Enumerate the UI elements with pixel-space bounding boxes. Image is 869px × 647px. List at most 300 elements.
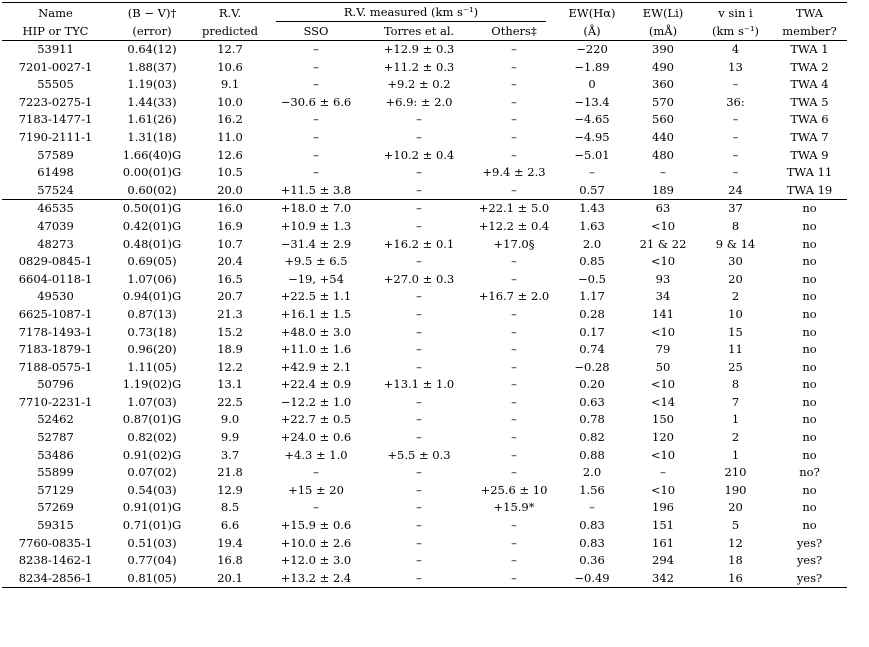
table-row — [2, 394, 847, 412]
table-cell: <10 — [650, 218, 676, 233]
table-cell: +17.0§ — [493, 236, 535, 251]
table-cell: 2.0 — [582, 236, 602, 251]
table-cell: – — [511, 147, 517, 162]
table-cell: 55899 — [37, 465, 74, 480]
table-cell: 12 — [728, 535, 743, 550]
col-vsini-unit: (km s⁻¹) — [711, 24, 760, 38]
table-cell: +27.0 ± 0.3 — [383, 271, 455, 286]
table-cell: – — [511, 430, 517, 445]
table-cell: – — [732, 77, 739, 92]
table-cell: +9.4 ± 2.3 — [482, 165, 546, 180]
table-cell: – — [732, 147, 739, 162]
table-cell: 0.17 — [579, 324, 605, 339]
table-cell: 16.5 — [217, 271, 243, 286]
table-cell: −0.28 — [574, 359, 610, 374]
table-cell: −4.95 — [574, 129, 610, 144]
table-cell: 0.28 — [579, 306, 605, 321]
table-row — [2, 464, 847, 482]
table-cell: +9.5 ± 6.5 — [284, 254, 348, 269]
table-cell: +9.2 ± 0.2 — [387, 77, 451, 92]
table-cell: – — [416, 518, 422, 533]
table-cell: 390 — [627, 41, 699, 59]
table-cell: 8 — [731, 218, 740, 233]
table-cell: <10 — [650, 254, 676, 269]
table-cell: 34 — [655, 289, 671, 304]
table-cell: no — [802, 218, 817, 233]
table-cell: −31.4 ± 2.9 — [280, 236, 352, 251]
table-row — [2, 499, 847, 517]
table-cell: +13.2 ± 2.4 — [265, 570, 367, 588]
table-cell: no — [802, 377, 817, 392]
table-cell: 36: — [726, 94, 745, 109]
table-cell: – — [511, 254, 517, 269]
table-cell: 12.2 — [217, 359, 243, 374]
table-cell: – — [511, 306, 517, 321]
table-cell: 570 — [652, 94, 674, 109]
table-cell: −5.01 — [574, 147, 610, 162]
table-cell: 151 — [652, 518, 674, 533]
table-cell: – — [511, 465, 517, 480]
table-cell: 1 — [731, 447, 740, 462]
table-cell: 9 & 14 — [715, 236, 756, 251]
table-cell: 141 — [652, 306, 674, 321]
table-cell: no — [802, 254, 817, 269]
table-cell: – — [416, 254, 422, 269]
table-cell: TWA 2 — [790, 59, 829, 74]
table-cell: 1.61(26) — [127, 112, 177, 127]
table-cell: – — [416, 289, 422, 304]
table-cell: 37 — [699, 200, 772, 218]
table-row — [2, 535, 847, 553]
table-cell: +24.0 ± 0.6 — [280, 430, 352, 445]
table-cell: 11.0 — [217, 129, 243, 144]
table-cell: – — [416, 342, 422, 357]
table-cell: 48273 — [37, 236, 74, 251]
table-cell: – — [511, 535, 517, 550]
table-cell: 0.91(02)G — [122, 447, 182, 462]
table-cell: 9.9 — [220, 430, 240, 445]
table-cell: 1.56 — [579, 482, 605, 497]
table-cell: 24 — [728, 182, 743, 197]
table-cell: – — [265, 41, 367, 59]
table-cell: – — [416, 306, 422, 321]
table-cell: no — [802, 518, 817, 533]
table-row — [2, 164, 847, 182]
table-cell: 480 — [652, 147, 674, 162]
table-cell: 19.4 — [217, 535, 243, 550]
table-cell: 8238-1462-1 — [18, 553, 93, 568]
table-cell: −30.6 ± 6.6 — [280, 94, 352, 109]
table-cell: – — [511, 182, 517, 197]
table-cell: 13.1 — [217, 377, 243, 392]
table-cell: – — [367, 200, 471, 218]
table-cell: −12.2 ± 1.0 — [280, 394, 352, 409]
table-row — [2, 41, 847, 59]
table-row — [2, 570, 847, 588]
col-twa-subheader: member? — [782, 24, 837, 38]
table-cell: 13 — [728, 59, 743, 74]
table-cell: 2 — [731, 430, 740, 445]
table-cell: 2 — [731, 289, 740, 304]
table-cell: +12.9 ± 0.3 — [367, 41, 471, 59]
table-cell: – — [511, 271, 517, 286]
table-cell: 7178-1493-1 — [18, 324, 93, 339]
table-cell: – — [511, 342, 517, 357]
table-cell: TWA 6 — [790, 112, 829, 127]
table-cell: 21.3 — [217, 306, 243, 321]
table-cell: 46535 — [2, 200, 109, 218]
table-cell: 189 — [652, 182, 674, 197]
table-cell: no — [802, 447, 817, 462]
table-cell: +48.0 ± 3.0 — [280, 324, 352, 339]
table-cell: – — [313, 147, 319, 162]
table-cell: no — [802, 412, 817, 427]
table-cell: 0.50(01)G — [109, 200, 195, 218]
table-cell: no — [802, 289, 817, 304]
table-cell: – — [511, 394, 517, 409]
table-cell: 1.88(37) — [127, 59, 177, 74]
table-cell: <10 — [650, 377, 676, 392]
table-cell: 6625-1087-1 — [18, 306, 93, 321]
table-row — [2, 271, 847, 289]
table-cell: 21.8 — [217, 465, 243, 480]
table-row — [2, 59, 847, 77]
table-row — [2, 411, 847, 429]
table-cell: 57589 — [37, 147, 74, 162]
table-cell: – — [416, 359, 422, 374]
table-cell: no — [802, 342, 817, 357]
table-cell: 1 — [731, 412, 740, 427]
table-cell: 560 — [652, 112, 674, 127]
table-cell: 0.74 — [579, 342, 605, 357]
table-cell: 18 — [728, 553, 743, 568]
table-cell: no? — [799, 465, 820, 480]
table-cell: +5.5 ± 0.3 — [387, 447, 451, 462]
col-rv-predicted-subheader: predicted — [202, 24, 258, 38]
table-cell: +22.7 ± 0.5 — [280, 412, 352, 427]
table-cell: +42.9 ± 2.1 — [280, 359, 352, 374]
table-cell: – — [416, 430, 422, 445]
table-cell: – — [471, 570, 557, 588]
table-cell: 12.6 — [217, 147, 243, 162]
table-cell: 0.87(01)G — [122, 412, 182, 427]
header-row-1 — [2, 3, 847, 23]
table-cell: 1.31(18) — [127, 129, 177, 144]
table-cell: 4 — [699, 41, 772, 59]
table-cell: 25 — [728, 359, 743, 374]
table-cell: 57129 — [37, 482, 74, 497]
table-cell: 16.0 — [195, 200, 265, 218]
table-cell: +11.0 ± 1.6 — [280, 342, 352, 357]
table-cell: – — [313, 500, 319, 515]
table-cell: 0.07(02) — [127, 465, 177, 480]
table-cell: −13.4 — [574, 94, 610, 109]
table-cell: 5 — [731, 518, 740, 533]
table-cell: 21 & 22 — [639, 236, 687, 251]
col-ew-halpha-header: EW(Hα) — [557, 3, 627, 23]
twa-members-body — [2, 41, 847, 200]
table-cell: – — [367, 570, 471, 588]
table-cell: +16.2 ± 0.1 — [383, 236, 455, 251]
stellar-data-table — [2, 2, 847, 588]
table-cell: 20.4 — [217, 254, 243, 269]
table-cell: +22.4 ± 0.9 — [280, 377, 352, 392]
col-ew-li-unit: (mÅ) — [648, 24, 678, 38]
table-cell: 1.19(02)G — [122, 377, 182, 392]
table-cell: +10.0 ± 2.6 — [280, 535, 352, 550]
table-cell: +12.2 ± 0.4 — [478, 218, 550, 233]
col-rv-predicted-header: R.V. — [195, 3, 265, 23]
table-cell: +11.5 ± 3.8 — [280, 182, 352, 197]
table-cell: – — [511, 59, 517, 74]
table-cell: 0.83 — [579, 518, 605, 533]
table-cell: no — [802, 271, 817, 286]
table-cell: 53486 — [37, 447, 74, 462]
table-cell: 0.87(13) — [127, 306, 177, 321]
table-row — [2, 253, 847, 271]
table-cell: no — [802, 394, 817, 409]
table-cell: +11.2 ± 0.3 — [383, 59, 455, 74]
table-cell: – — [416, 535, 422, 550]
table-cell: 0.82 — [579, 430, 605, 445]
table-cell: 7201-0027-1 — [18, 59, 93, 74]
col-bv-header: (B − V)† — [109, 3, 195, 23]
table-row — [2, 447, 847, 465]
table-cell: – — [511, 77, 517, 92]
table-cell: no — [772, 200, 847, 218]
table-cell: – — [660, 465, 666, 480]
table-cell: – — [732, 165, 739, 180]
table-row — [2, 147, 847, 165]
table-row — [2, 236, 847, 254]
table-cell: 10.7 — [217, 236, 243, 251]
table-cell: +25.6 ± 10 — [480, 482, 548, 497]
col-name-header: Name — [2, 3, 109, 23]
table-cell: – — [416, 182, 422, 197]
table-cell: – — [416, 553, 422, 568]
table-cell: 190 — [724, 482, 747, 497]
table-cell: 1.19(03) — [127, 77, 177, 92]
table-cell: −4.65 — [574, 112, 610, 127]
table-cell: −0.49 — [557, 570, 627, 588]
table-cell: 0.91(01)G — [122, 500, 182, 515]
table-cell: 0.71(01)G — [122, 518, 182, 533]
table-cell: <10 — [650, 324, 676, 339]
table-cell: TWA 11 — [786, 165, 833, 180]
table-row — [2, 200, 847, 218]
table-cell: no — [802, 500, 817, 515]
table-cell: – — [313, 129, 319, 144]
table-cell: TWA 5 — [790, 94, 829, 109]
table-cell: 16.2 — [217, 112, 243, 127]
table-cell: 20 — [728, 500, 743, 515]
table-cell: 1.17 — [579, 289, 605, 304]
table-cell: 1.11(05) — [127, 359, 177, 374]
table-cell: +13.1 ± 1.0 — [383, 377, 455, 392]
table-cell: – — [416, 465, 422, 480]
table-cell: 1.66(40)G — [122, 147, 182, 162]
table-cell: <10 — [650, 447, 676, 462]
table-cell: 0.85 — [579, 254, 605, 269]
table-row — [2, 76, 847, 94]
table-cell: 342 — [627, 570, 699, 588]
table-cell: – — [511, 112, 517, 127]
table-cell: 7760-0835-1 — [18, 535, 93, 550]
table-cell: 196 — [652, 500, 674, 515]
header-row-2 — [2, 22, 847, 41]
table-cell: 490 — [652, 59, 674, 74]
table-cell: 0.20 — [579, 377, 605, 392]
table-cell: +15.9* — [493, 500, 535, 515]
table-cell: TWA 1 — [772, 41, 847, 59]
table-cell: +15.9 ± 0.6 — [280, 518, 352, 533]
table-cell: 63 — [627, 200, 699, 218]
table-row — [2, 306, 847, 324]
table-cell: 0.63 — [579, 394, 605, 409]
table-cell: 0.51(03) — [127, 535, 177, 550]
table-cell: 1.07(03) — [127, 394, 177, 409]
table-cell: 1.44(33) — [127, 94, 177, 109]
table-cell: – — [313, 165, 319, 180]
table-cell: 20 — [728, 271, 743, 286]
table-cell: 7188-0575-1 — [18, 359, 93, 374]
table-cell: 7223-0275-1 — [18, 94, 93, 109]
table-row — [2, 129, 847, 147]
table-cell: – — [313, 465, 319, 480]
table-cell: 1.43 — [557, 200, 627, 218]
table-cell: 49530 — [37, 289, 74, 304]
table-cell: 8 — [731, 377, 740, 392]
table-cell: 161 — [652, 535, 674, 550]
table-cell: yes? — [796, 553, 823, 568]
table-cell: – — [313, 59, 319, 74]
table-cell: – — [511, 553, 517, 568]
table-cell: 7183-1879-1 — [18, 342, 93, 357]
table-cell: – — [511, 359, 517, 374]
table-cell: – — [416, 112, 422, 127]
table-cell: 0.94(01)G — [122, 289, 182, 304]
table-cell: TWA 9 — [790, 147, 829, 162]
table-cell: – — [416, 482, 422, 497]
table-cell: – — [416, 412, 422, 427]
table-cell: 20.0 — [217, 182, 243, 197]
table-row — [2, 94, 847, 112]
col-twa-header: TWA — [772, 3, 847, 23]
table-cell: 52462 — [37, 412, 74, 427]
table-cell: 294 — [652, 553, 674, 568]
table-cell: +16.7 ± 2.0 — [478, 289, 550, 304]
table-cell: 10.6 — [217, 59, 243, 74]
table-cell: 10 — [728, 306, 743, 321]
table-cell: – — [416, 129, 422, 144]
table-cell: 7190-2111-1 — [18, 129, 93, 144]
table-cell: 57269 — [37, 500, 74, 515]
table-cell: 18.9 — [217, 342, 243, 357]
table-cell: 9.1 — [220, 77, 240, 92]
table-cell: 10.5 — [217, 165, 243, 180]
table-cell: 0.69(05) — [127, 254, 177, 269]
table-cell: – — [313, 77, 319, 92]
table-cell: – — [416, 324, 422, 339]
table-cell: <14 — [650, 394, 676, 409]
table-cell: +18.0 ± 7.0 — [265, 200, 367, 218]
table-cell: +12.0 ± 3.0 — [280, 553, 352, 568]
table-cell: 0.82(02) — [127, 430, 177, 445]
table-cell: TWA 4 — [790, 77, 829, 92]
table-cell: 16 — [699, 570, 772, 588]
table-cell: 210 — [724, 465, 747, 480]
table-cell: – — [511, 447, 517, 462]
non-members-body — [2, 200, 847, 588]
table-cell: −220 — [557, 41, 627, 59]
table-cell: – — [589, 165, 595, 180]
table-cell: 1.07(06) — [127, 271, 177, 286]
table-cell: 0.88 — [579, 447, 605, 462]
table-cell: 47039 — [37, 218, 74, 233]
table-row — [2, 552, 847, 570]
table-cell: 0.78 — [579, 412, 605, 427]
table-cell: 0.36 — [579, 553, 605, 568]
col-sso-header: SSO — [303, 24, 329, 38]
table-cell: −19, +54 — [288, 271, 344, 286]
table-cell: 0.83 — [579, 535, 605, 550]
table-cell: 0.77(04) — [127, 553, 177, 568]
table-cell: 2.0 — [582, 465, 602, 480]
table-row — [2, 324, 847, 342]
table-cell: 59315 — [37, 518, 74, 533]
table-cell: 360 — [652, 77, 674, 92]
table-cell: +10.2 ± 0.4 — [383, 147, 455, 162]
table-cell: 20.1 — [195, 570, 265, 588]
table-cell: 52787 — [37, 430, 74, 445]
table-row — [2, 111, 847, 129]
col-ew-li-header: EW(Li) — [627, 3, 699, 23]
table-cell: +4.3 ± 1.0 — [284, 447, 348, 462]
table-cell: 20.7 — [217, 289, 243, 304]
table-cell: – — [511, 94, 517, 109]
table-cell: 150 — [652, 412, 674, 427]
table-cell: 22.5 — [217, 394, 243, 409]
table-cell: 0.73(18) — [127, 324, 177, 339]
table-row — [2, 182, 847, 200]
table-cell: 61498 — [37, 165, 74, 180]
table-cell: 0 — [588, 77, 596, 92]
table-cell: no — [802, 324, 817, 339]
col-torres-header: Torres et al. — [383, 24, 455, 38]
table-cell: 10.0 — [217, 94, 243, 109]
table-row — [2, 429, 847, 447]
table-cell: 79 — [655, 342, 671, 357]
table-cell: 120 — [652, 430, 674, 445]
table-cell: 57524 — [37, 182, 74, 197]
col-bv-subheader: (error) — [132, 24, 172, 38]
table-cell: 16.8 — [217, 553, 243, 568]
table-cell: 0.48(01)G — [122, 236, 182, 251]
table-cell: – — [511, 129, 517, 144]
table-cell: 8234-2856-1 — [2, 570, 109, 588]
table-cell: 12.7 — [195, 41, 265, 59]
table-cell: +6.9: ± 2.0 — [385, 94, 453, 109]
table-cell: 16.9 — [217, 218, 243, 233]
table-cell: – — [511, 324, 517, 339]
table-cell: 50796 — [37, 377, 74, 392]
table-cell: 0.00(01)G — [122, 165, 182, 180]
table-cell: 7183-1477-1 — [18, 112, 93, 127]
table-cell: 50 — [655, 359, 671, 374]
table-cell: no — [802, 236, 817, 251]
table-cell: −0.5 — [578, 271, 606, 286]
table-cell: TWA 7 — [790, 129, 829, 144]
